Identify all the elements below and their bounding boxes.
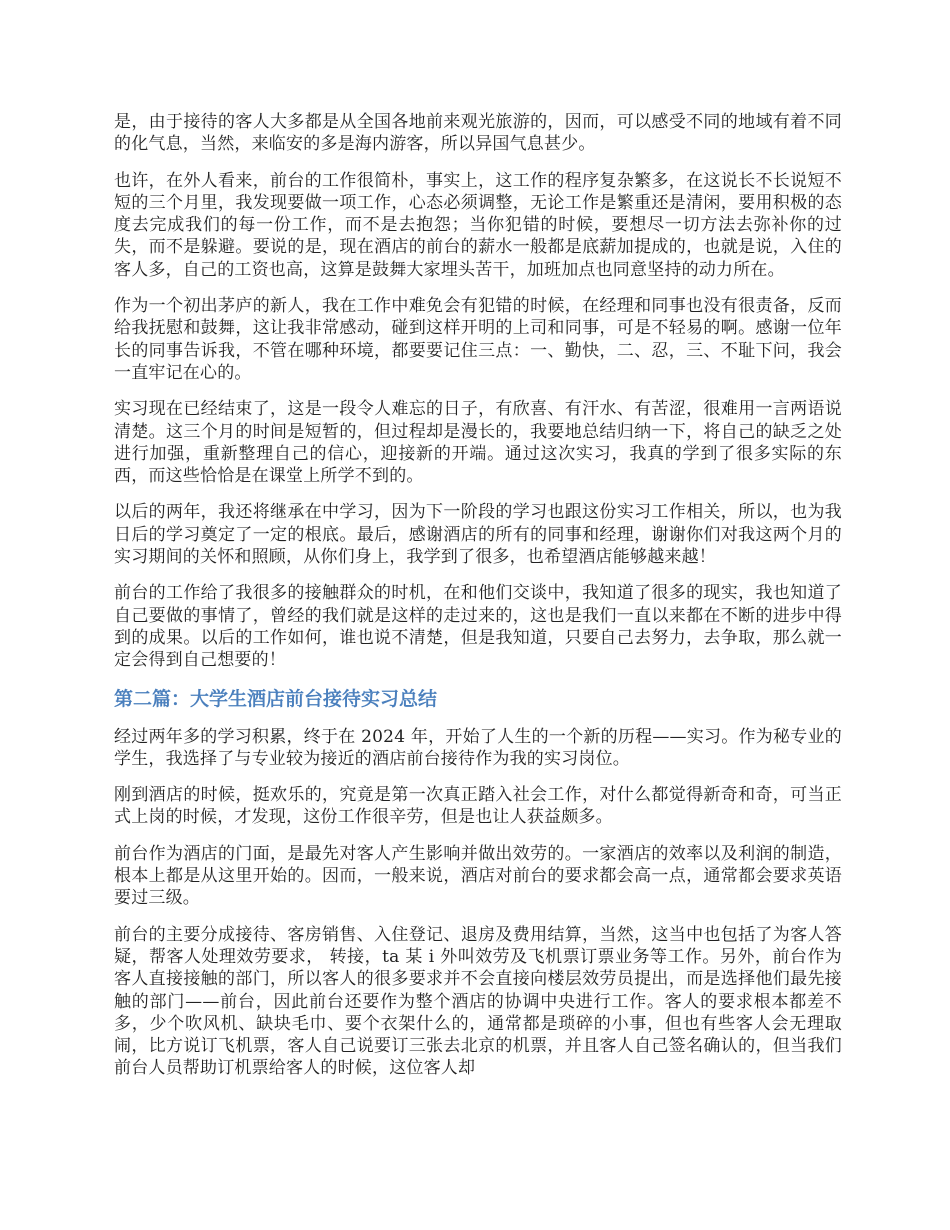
paragraph: 前台的工作给了我很多的接触群众的时机，在和他们交谈中，我知道了很多的现实，我也知道了自己要做的事情了，曾经的我们就是这样的走过来的，这也是我们一直以来都在不断的进步中得到的成果。以后的工作如何，谁也说不清楚，但是我知道，只要自己去努力，去争取，那么就一定会得到自己想要的！ — [114, 583, 842, 671]
paragraph: 前台的主要分成接待、客房销售、入住登记、退房及费用结算，当然，这当中也包括了为客人答疑，帮客人处理效劳要求， 转接，ta 某 i 外叫效劳及飞机票订票业务等工作。另外，前台作为客人直接接触的部门，所以客人的很多要求并不会直接向楼层效劳员提出，而是选择他们最先接触的部门——前台，因此前台还要作为整个酒店的协调中央进行工作。客人的要求根本都差不多，少个吹风机、缺块毛巾、要个衣架什么的，通常都是琐碎的小事，但也有些客人会无理取闹，比方说订飞机票，客人自己说要订三张去北京的机票，并且客人自己签名确认的，但当我们前台人员帮助订机票给客人的时候，这位客人却 — [114, 924, 842, 1079]
paragraph: 刚到酒店的时候，挺欢乐的，究竟是第一次真正踏入社会工作，对什么都觉得新奇和奇，可当正式上岗的时候，才发现，这份工作很辛劳，但是也让人获益颇多。 — [114, 785, 842, 828]
paragraph: 也许，在外人看来，前台的工作很简朴，事实上，这工作的程序复杂繁多，在这说长不长说短不短的三个月里，我发现要做一项工作，心态必须调整，无论工作是繁重还是清闲，要用积极的态度去完成我们的每一份工作，而不是去抱怨；当你犯错的时候，要想尽一切方法去弥补你的过失，而不是躲避。要说的是，现在酒店的前台的薪水一般都是底薪加提成的，也就是说，入住的客人多，自己的工资也高，这算是鼓舞大家埋头苦干，加班加点也同意坚持的动力所在。 — [114, 170, 842, 280]
document-page — [114, 111, 842, 1094]
paragraph: 前台作为酒店的门面，是最先对客人产生影响并做出效劳的。一家酒店的效率以及利润的制造，根本上都是从这里开始的。因而，一般来说，酒店对前台的要求都会高一点，通常都会要求英语要过三级。 — [114, 843, 842, 909]
paragraph: 以后的两年，我还将继承在中学习，因为下一阶段的学习也跟这份实习工作相关，所以，也为我日后的学习奠定了一定的根底。最后，感谢酒店的所有的同事和经理，谢谢你们对我这两个月的实习期间的关怀和照顾，从你们身上，我学到了很多，也希望酒店能够越来越！ — [114, 502, 842, 568]
paragraph: 经过两年多的学习积累，终于在 2024 年，开始了人生的一个新的历程——实习。作为秘专业的学生，我选择了与专业较为接近的酒店前台接待作为我的实习岗位。 — [114, 726, 842, 769]
section-heading: 第二篇：大学生酒店前台接待实习总结 — [114, 687, 438, 710]
paragraph: 作为一个初出茅庐的新人，我在工作中难免会有犯错的时候，在经理和同事也没有很责备，反而给我抚慰和鼓舞，这让我非常感动，碰到这样开明的上司和同事，可是不轻易的啊。感谢一位年长的同事告诉我，不管在哪种环境，都要要记住三点：一、勤快，二、忍，三、不耻下问，我会一直牢记在心的。 — [114, 296, 842, 383]
paragraph: 是，由于接待的客人大多都是从全国各地前来观光旅游的，因而，可以感受不同的地域有着不同的化气息，当然，来临安的多是海内游客，所以异国气息甚少。 — [114, 112, 842, 155]
paragraph: 实习现在已经结束了，这是一段令人难忘的日子，有欣喜、有汗水、有苦涩，很难用一言两语说清楚。这三个月的时间是短暂的，但过程却是漫长的，我要地总结归纳一下，将自己的缺乏之处进行加强，重新整理自己的信心，迎接新的开端。通过这次实习，我真的学到了很多实际的东西，而这些恰恰是在课堂上所学不到的。 — [114, 399, 842, 487]
